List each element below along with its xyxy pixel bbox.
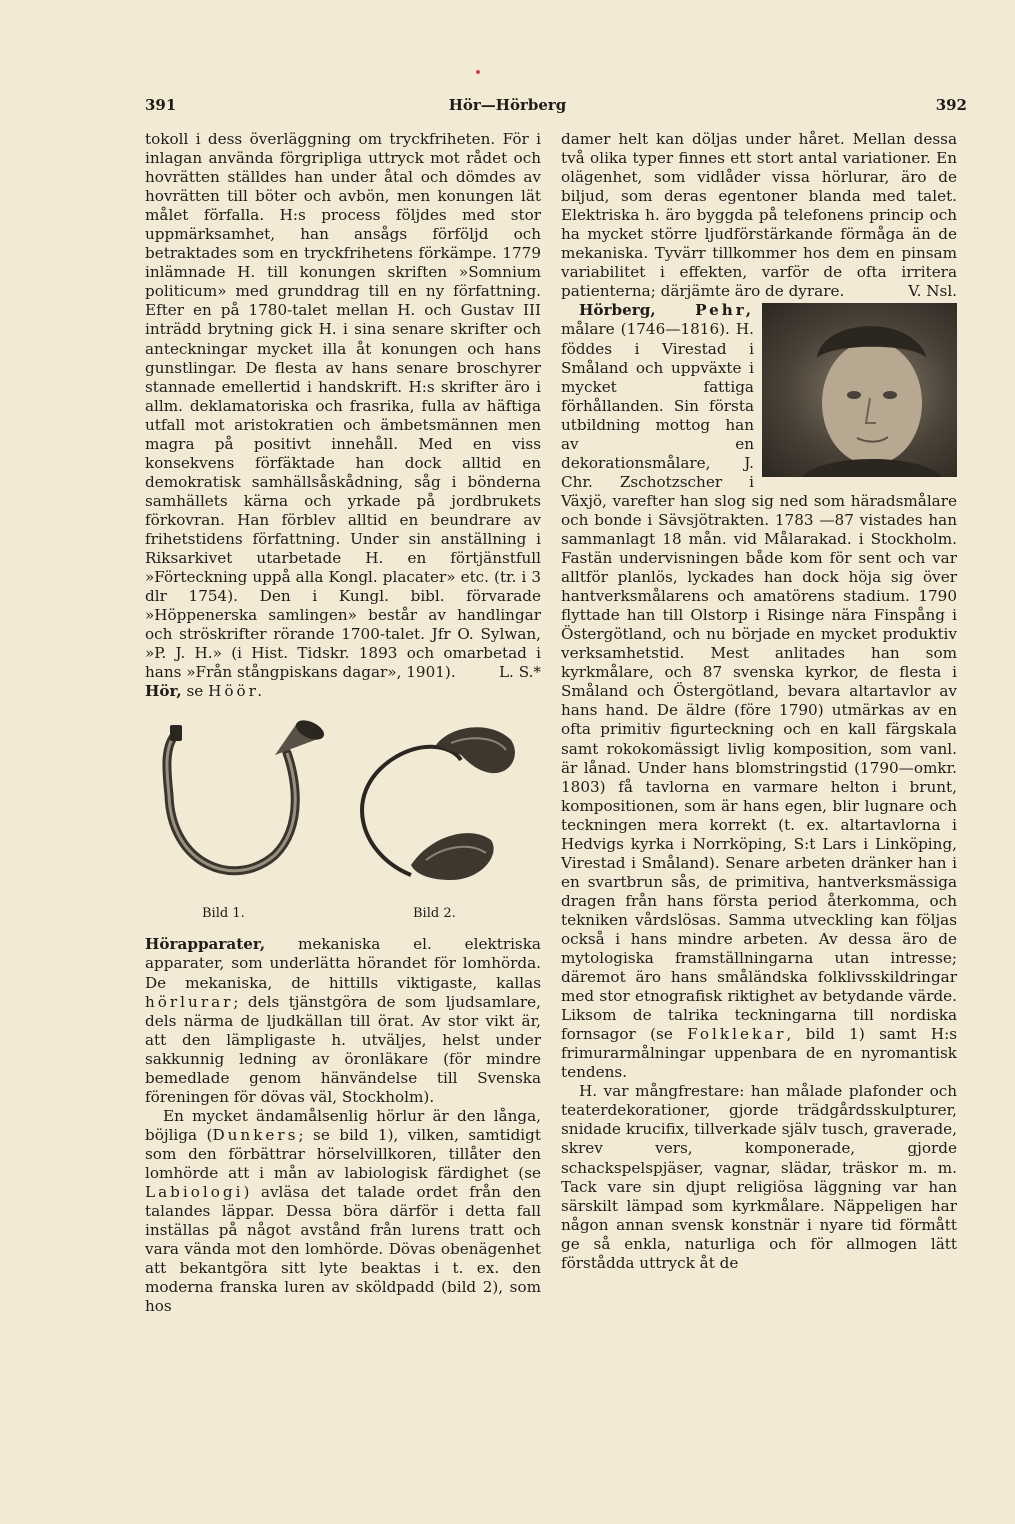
entry-text: ; se bild 1), vilken, samtidigt som den förbättrar hörselvillkoren, tillåter den lomhörde att i mån av labiologisk färdighet (se	[145, 1125, 541, 1182]
entry-horapparater-end	[561, 130, 957, 301]
entry-text: ; dels tjänstgöra de som ljudsamlare, dels närma de ljudkällan till örat. Av stor vikt är, att den lämpligaste h. utväljes, helst under sakkunnig ledning av öronläkare (för mindre bemedlade genom hänvändelse till Svenska föreningen för dövas väl, Stockholm).	[145, 992, 541, 1106]
cross-reference: Höör.	[208, 682, 266, 701]
entry-headword: Hörberg,	[579, 301, 656, 320]
entry-text: målare (1746—1816). H. föddes i Virestad i Småland och uppväxte i mycket fattiga förhållanden. Sin första utbildning mottog han av en dekorationsmålare, J. Chr. Zschotzscher i Växjö, varefter han slog sig ned som häradsmålare och bonde i Sävsjötrakten. 1783 —87 vistades han sammanlagt 18 mån. vid Målarakad. i Stockholm. Fastän undervisningen både kom för sent och var alltför planlös, lyckades han dock höja sig över hantverksmålarens och amatörens stadium. 1790 flyttade han till Olstorp i Risinge nära Finspång i Östergötland, och nu började en mycket produktiv verksamhetstid. Mest anlitades han som kyrkmålare, och 87 svenska kyrkor, de flesta i Småland och Östergötland, bevara altartavlor av hans hand. De äldre (före 1790) utmärkas av en ofta primitiv figurteckning och en kall färgskala samt rokokomässigt livlig komposition, som vanl. är lånad. Under hans blomstringstid (1790—omkr. 1803) få tavlorna en varmare helton i brunt, kompositionen, som är hans egen, blir lugnare och teckningen mera korrekt (t. ex. altartavlorna i Hedvigs kyrka i Norrköping, S:t Lars i Linköping, Virestad i Småland). Senare arbeten dränker han i en svartbrun sås, de primitiva, hantverksmässiga dragen från hans första period återkomma, och tekniken vårdslösas. Samma utveckling kan följas också i hans mindre arbeten. Av dessa äro de mytologiska framställningarna utan intresse; däremot äro hans småländska folklivsskildringar med stor etnografisk riktighet av betydande värde. Liksom de talrika teckningarna till nordiska fornsagor (se	[561, 320, 957, 1044]
entry-horberg-cont: H. var mångfrestare: han målade plafonder och teaterdekorationer, gjorde trädgårdsskulpturer, snidade krucifix, tillverkade själv tusch, graverade, skrev vers, komponerade, gjorde schackspelspjäser, vagnar, slädar, träskor m. m. Tack vare sin djupt religiösa läggning var han särskilt lämpad som kyrkmålare. Näppeligen har någon annan svensk konstnär i nyare tid förmått ge så enkla, naturliga och för allmogen lätt förstådda uttryck åt de	[561, 1082, 957, 1272]
figures-hearing-aids	[145, 709, 541, 931]
article-text: tokoll i dess överläggning om tryckfriheten. För i inlagan använda förgripliga uttryck mot rådet och hovrätten ställdes han under åtal och dömdes av hovrätten till böter och avbön, men konungen lät målet förfalla. H:s process följdes med stor uppmärksamhet, han ansågs förföljd och betraktades som en tryckfrihetens förkämpe. 1779 inlämnade H. till konungen skriften »Somnium politicum» med grunddrag till en ny författning. Efter en på 1780-talet mellan H. och Gustav III inträdd brytning gick H. i sina senare skrifter och anteckningar mycket illa åt konungen och hans gunstlingar. De flesta av hans senare broschyrer stannade emellertid i handskrift. H:s skrifter äro i allm. deklamatoriska och frasrika, fulla av häftiga utfall mot aristokratien och ämbetsmännen men magra på positivt innehåll. Med en viss konsekvens förfäktade han dock alltid en demokratisk samhällsåskådning, såg i bönderna samhällets kärna och yrkade på jordbrukets förkovran. Han förblev alltid en beundrare av frihetstidens författning. Under sin anställning i Riksarkivet utarbetade H. en förtjänstfull »Förteckning uppå alla Kongl. placater» etc. (tr. i 3 dlr 1754). Den i Kungl. bibl. förvarade »Höppenerska samlingen» består av handlingar och ströskrifter rörande 1700-talet. Jfr O. Sylwan, »P. J. H.» (i Hist. Tidskr. 1893 och omarbetad i hans »Från stångpiskans dagar», 1901).	[145, 130, 541, 682]
spaced-term: Dunkers	[212, 1125, 299, 1144]
author-signature: V. Nsl.	[908, 282, 957, 301]
author-signature: L. S.*	[498, 663, 541, 682]
left-page-number: 391	[145, 96, 177, 114]
ink-dot	[476, 70, 480, 74]
entry-hor	[145, 682, 541, 701]
entry-text: mekaniska el. elektriska apparater, som underlätta hörandet för lomhörda. De mekaniska, de hittills viktigaste, kallas	[145, 935, 541, 992]
spaced-term: hörlurar	[145, 992, 234, 1011]
entry-horberg	[561, 301, 957, 1082]
entry-text: se	[181, 682, 209, 701]
cross-reference: Labiologi	[145, 1183, 244, 1202]
entry-text: damer helt kan döljas under håret. Mellan dessa två olika typer finnes ett stort antal variationer. En olägenhet, som vidlåder vissa hörlurar, äro de biljud, som deras egentoner blanda med talet. Elektriska h. äro byggda på telefonens princip och ha mycket större ljudförstärkande förmåga än de mekaniska. Tyvärr tillkommer hos dem en pinsam variabilitet i effekten, varför de ofta irritera patienterna; därjämte äro de dyrare.	[561, 130, 957, 301]
figure-1-caption: Bild 1.	[202, 906, 245, 922]
cross-reference: Folklekar	[687, 1025, 787, 1044]
tortoiseshell-hearing-aid-figure	[341, 715, 526, 885]
entry-headword: Hör,	[145, 682, 182, 701]
right-column	[561, 130, 957, 1273]
page-title: Hör—Hörberg	[448, 96, 567, 114]
figure-2-caption: Bild 2.	[413, 906, 456, 922]
entry-text: , bild 1) samt H:s frimurarmålningar uppenbara de en nyromantisk tendens.	[561, 1025, 957, 1082]
entry-text: En mycket ändamålsenlig hörlur är den långa, böjliga (	[145, 1106, 541, 1144]
portrait-pehr-horberg	[762, 303, 957, 477]
left-column	[145, 130, 541, 1316]
entry-forename: Pehr,	[655, 301, 754, 320]
right-page-number: 392	[935, 96, 967, 114]
entry-text: ) avläsa det talade ordet från den talandes läppar. Dessa böra därför i detta fall inställas på något avstånd från lurens tratt och vara vända mot den lomhörde. Dövas obenägenhet att bekantgöra sitt lyte beaktas i t. ex. den moderna franska luren av sköldpadd (bild 2), som hos	[145, 1183, 541, 1316]
long-hearing-tube-figure	[155, 715, 325, 885]
entry-headword: Hörapparater,	[145, 935, 266, 954]
entry-horapparater-cont	[145, 1107, 541, 1317]
entry-horapparater	[145, 935, 541, 1106]
article-horleman-end	[145, 130, 541, 682]
